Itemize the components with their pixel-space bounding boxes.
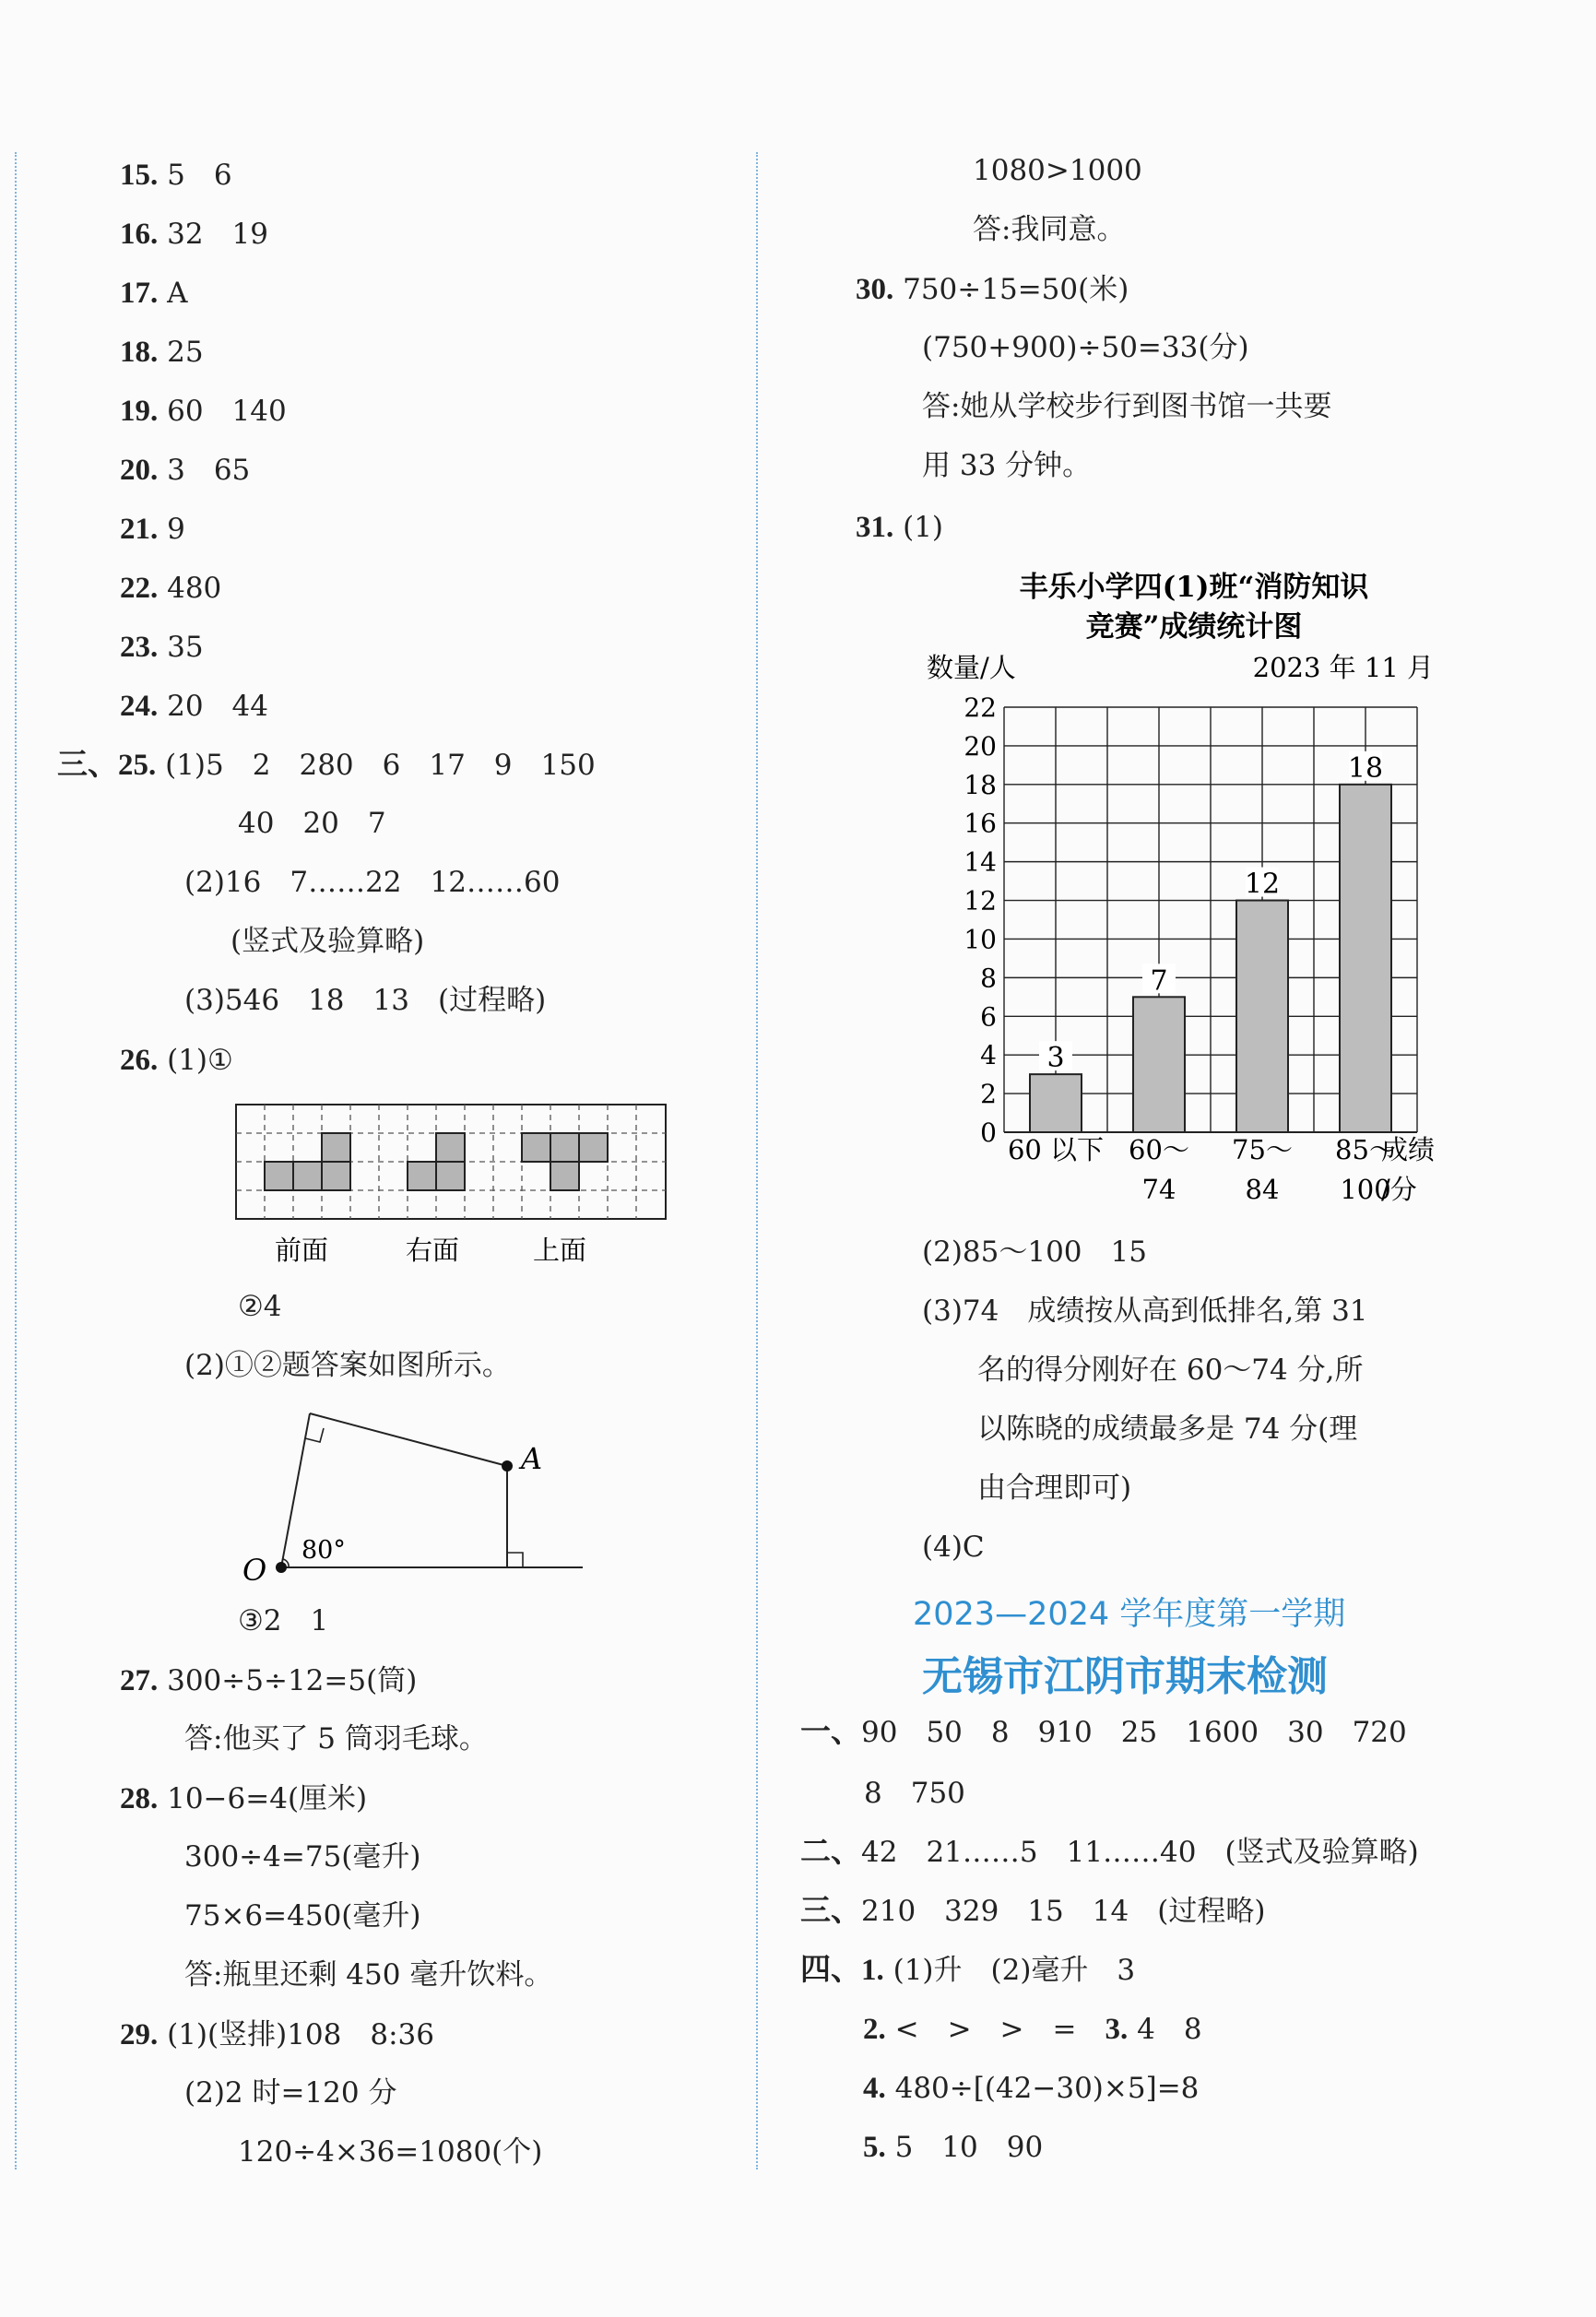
line: 三、210 329 15 14 (过程略) [800, 1895, 1266, 1928]
line: 用 33 分钟。 [922, 449, 1092, 482]
line: (2)①②题答案如图所示。 [184, 1349, 511, 1382]
line: 15. 5 6 [120, 159, 232, 192]
y-tick-label: 2 [980, 1079, 997, 1110]
line: 21. 9 [120, 513, 185, 546]
line: 30. 750÷15=50(米) [856, 273, 1129, 306]
point-a [502, 1460, 513, 1472]
line: 答:他买了 5 筒羽毛球。 [184, 1722, 488, 1755]
y-tick-label: 22 [964, 692, 997, 723]
line: 24. 20 44 [120, 690, 269, 723]
line: 31. (1) [856, 511, 944, 544]
bar [1133, 997, 1185, 1132]
line: 由合理即可) [977, 1472, 1132, 1505]
x-tick-label: 60～ [1129, 1134, 1189, 1165]
line: 16. 32 19 [120, 218, 269, 251]
three-views-figure [231, 1099, 673, 1297]
line: 答:她从学校步行到图书馆一共要 [922, 390, 1332, 423]
line: 40 20 7 [238, 807, 386, 840]
line: 23. 35 [120, 631, 204, 664]
line: (3)546 18 13 (过程略) [184, 984, 547, 1017]
line: 75×6=450(毫升) [184, 1899, 421, 1933]
line: (2)2 时=120 分 [184, 2076, 397, 2110]
line: 答:瓶里还剩 450 毫升饮料。 [184, 1958, 553, 1992]
y-tick-label: 20 [964, 730, 997, 762]
front-view-label: 前面 [275, 1235, 329, 1266]
line: 26. (1)① [120, 1044, 233, 1077]
bar [1236, 901, 1288, 1132]
x-tick-labels [1008, 1134, 1396, 1205]
line: ③2 1 [238, 1604, 329, 1637]
line: 17. A [120, 277, 188, 310]
front-view [265, 1133, 350, 1190]
point-o [276, 1562, 287, 1573]
angle-figure [235, 1401, 595, 1590]
x-tick-label: 84 [1245, 1174, 1280, 1205]
angle-label: 80° [301, 1536, 346, 1565]
bar [1340, 785, 1391, 1132]
line: 22. 480 [120, 572, 222, 605]
y-tick-label: 12 [964, 885, 997, 916]
line: 120÷4×36=1080(个) [238, 2135, 543, 2169]
y-tick-label: 8 [980, 963, 997, 994]
y-tick-label: 0 [980, 1117, 997, 1148]
x-tick-label: 74 [1141, 1174, 1176, 1205]
x-tick-label: 75～ [1232, 1134, 1293, 1165]
y-tick-label: 4 [980, 1040, 997, 1071]
line: 5. 5 10 90 [863, 2131, 1044, 2164]
x-tick-label: 85～ [1335, 1134, 1396, 1165]
line: 8 750 [864, 1777, 965, 1810]
x-axis-label: 成绩 [1381, 1134, 1436, 1165]
point-o-label: O [242, 1553, 267, 1588]
data-label: 7 [1150, 964, 1168, 998]
line: 19. 60 140 [120, 395, 287, 428]
data-label: 3 [1046, 1042, 1065, 1075]
line: (4)C [922, 1531, 985, 1564]
line: (竖式及验算略) [231, 925, 425, 958]
y-tick-label: 10 [964, 924, 997, 955]
line: 三、25. (1)5 2 280 6 17 9 150 [57, 749, 596, 782]
line: 2. < > > = 3. 4 8 [863, 2013, 1202, 2046]
line: 27. 300÷5÷12=5(筒) [120, 1664, 418, 1697]
y-tick-labels [964, 692, 997, 1148]
line: (2)16 7……22 12……60 [184, 866, 561, 899]
right-view [408, 1133, 465, 1190]
x-tick-label: 100 [1340, 1174, 1391, 1205]
line: 18. 25 [120, 336, 204, 369]
line: 1080>1000 [973, 154, 1142, 187]
line: 300÷4=75(毫升) [184, 1840, 421, 1874]
data-label: 12 [1244, 868, 1281, 901]
line: 二、42 21……5 11……40 (竖式及验算略) [800, 1836, 1419, 1869]
line: 20. 3 65 [120, 454, 251, 487]
bar-chart [913, 562, 1466, 1217]
chart-date: 2023 年 11 月 [1252, 652, 1434, 683]
exam-year-heading: 2023—2024 学年度第一学期 [913, 1596, 1346, 1633]
y-tick-label: 16 [964, 808, 997, 839]
top-view-label: 上面 [533, 1235, 587, 1266]
y-tick-label: 18 [964, 769, 997, 800]
y-tick-label: 6 [980, 1001, 997, 1033]
line: 29. (1)(竖排)108 8:36 [120, 2018, 434, 2051]
center-divider [756, 152, 758, 2169]
line: 四、1. (1)升 (2)毫升 3 [800, 1954, 1136, 1987]
y-tick-label: 14 [964, 846, 997, 878]
line: 以陈晓的成绩最多是 74 分(理 [977, 1413, 1358, 1446]
exam-title-heading: 无锡市江阴市期末检测 [922, 1653, 1328, 1700]
data-label: 18 [1347, 751, 1384, 785]
line: (3)74 成绩按从高到低排名,第 31 [922, 1294, 1368, 1328]
left-divider [15, 152, 17, 2169]
chart-title-line2: 竞赛”成绩统计图 [1085, 610, 1303, 644]
right-view-label: 右面 [406, 1235, 460, 1266]
line: (750+900)÷50=33(分) [922, 331, 1249, 364]
chart-title-line1: 丰乐小学四(1)班“消防知识 [1019, 571, 1369, 604]
line: (2)85～100 15 [922, 1235, 1147, 1269]
top-view [522, 1133, 608, 1190]
line: 一、90 50 8 910 25 1600 30 720 [800, 1716, 1407, 1749]
line: 答:我同意。 [973, 213, 1126, 246]
line: ②4 [238, 1290, 282, 1323]
y-axis-label: 数量/人 [927, 652, 1016, 683]
bar [1030, 1074, 1082, 1132]
point-a-label: A [521, 1441, 543, 1476]
line: 28. 10−6=4(厘米) [120, 1782, 368, 1815]
x-tick-label: 60 以下 [1007, 1134, 1105, 1165]
x-axis-unit: /分 [1381, 1174, 1417, 1205]
line: 4. 480÷[(42−30)×5]=8 [863, 2072, 1200, 2105]
line: 名的得分刚好在 60～74 分,所 [977, 1354, 1364, 1387]
